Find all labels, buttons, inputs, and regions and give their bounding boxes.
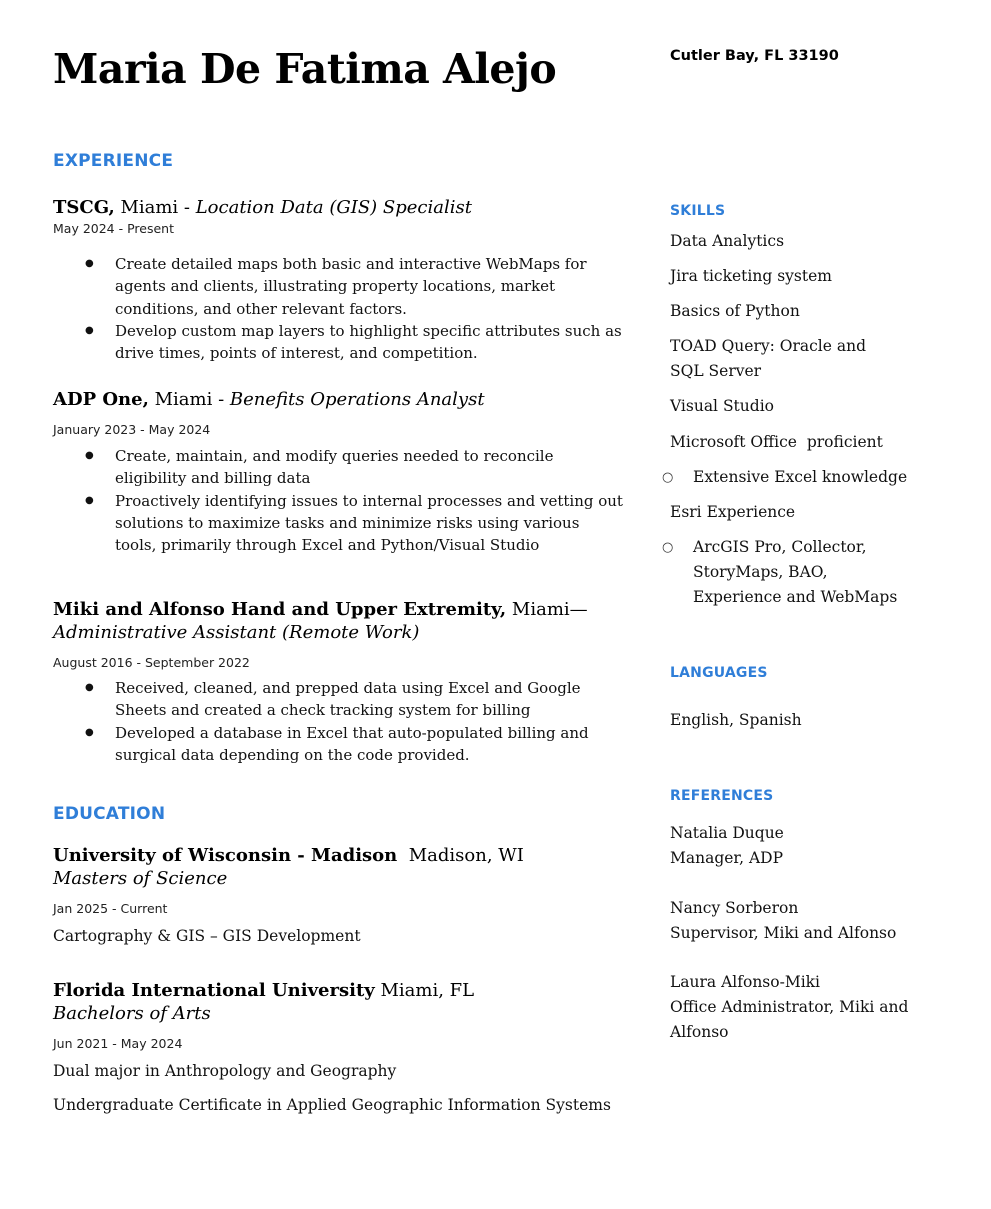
job-location: Miami - — [148, 389, 230, 410]
company-name: Miki and Alfonso Hand and Upper Extremity, — [53, 599, 507, 620]
skill-item: TOAD Query: Oracle and SQL Server — [670, 337, 867, 380]
references-heading: REFERENCES — [670, 788, 774, 804]
reference-name: Laura Alfonso-Miki — [670, 973, 820, 991]
reference-role: Office Administrator, Miki and Alfonso — [670, 998, 909, 1041]
reference-role: Supervisor, Miki and Alfonso — [670, 924, 897, 942]
subskill-label: ArcGIS Pro, Collector, StoryMaps, BAO, Experience and WebMaps — [693, 538, 898, 606]
job-heading — [53, 598, 613, 644]
subskill-label: Extensive Excel knowledge — [693, 468, 908, 486]
reference-name: Natalia Duque — [670, 824, 784, 842]
school-name: University of Wisconsin - Madison — [53, 845, 398, 866]
degree: Bachelors of Arts — [53, 1003, 211, 1024]
school-dates: Jun 2021 - May 2024 — [53, 1036, 183, 1051]
school-detail: Dual major in Anthropology and Geography — [53, 1062, 397, 1080]
skills-heading: SKILLS — [670, 203, 726, 219]
languages-heading: LANGUAGES — [670, 665, 768, 681]
bullet-item: ● Create, maintain, and modify queries needed to reconcile eligibility and billing data — [53, 445, 623, 490]
bullet-item: ● Proactively identifying issues to internal processes and vetting out solutions to maximize tasks and minimize risks using various tools, primarily through Excel and Python/Visual Studio — [53, 490, 623, 557]
job-role: Administrative Assistant (Remote Work) — [53, 622, 420, 643]
company-name: ADP One, — [53, 389, 149, 410]
degree: Masters of Science — [53, 868, 228, 889]
job-location: Miami - — [114, 197, 196, 218]
skill-item: Basics of Python — [670, 302, 800, 320]
reference-name: Nancy Sorberon — [670, 899, 799, 917]
job-bullets — [53, 445, 623, 556]
address: Cutler Bay, FL 33190 — [670, 48, 839, 64]
job-dates: August 2016 - September 2022 — [53, 655, 250, 670]
skill-item: Esri Experience — [670, 503, 796, 521]
job-heading — [53, 389, 485, 410]
hollow-bullet-icon: ○ — [662, 540, 674, 555]
subskill-item — [662, 535, 915, 610]
subskill-item — [662, 465, 915, 490]
job-dates: May 2024 - Present — [53, 221, 174, 236]
skill-item: Microsoft Office proficient — [670, 433, 883, 451]
school-heading — [53, 980, 474, 1001]
skill-item: Visual Studio — [670, 397, 774, 415]
company-name: TSCG, — [53, 197, 115, 218]
school-heading — [53, 845, 524, 866]
candidate-name: Maria De Fatima Alejo — [53, 45, 557, 93]
reference-entry — [670, 970, 910, 1045]
reference-entry — [670, 821, 915, 871]
bullet-item: ● Received, cleaned, and prepped data using Excel and Google Sheets and created a check tracking system for billing — [53, 677, 623, 722]
school-dates: Jan 2025 - Current — [53, 901, 168, 916]
skill-item: Data Analytics — [670, 232, 785, 250]
education-heading: EDUCATION — [53, 804, 166, 824]
skill-item: Jira ticketing system — [670, 267, 832, 285]
reference-entry — [670, 896, 915, 946]
bullet-item: ● Develop custom map layers to highlight specific attributes such as drive times, points of interest, and competition. — [53, 320, 623, 365]
languages-text: English, Spanish — [670, 711, 802, 729]
job-role: Benefits Operations Analyst — [229, 389, 485, 410]
school-detail: Cartography & GIS – GIS Development — [53, 927, 361, 945]
job-dates: January 2023 - May 2024 — [53, 422, 211, 437]
hollow-bullet-icon: ○ — [662, 470, 674, 485]
job-bullets — [53, 677, 623, 766]
bullet-item: ● Create detailed maps both basic and interactive WebMaps for agents and clients, illustrating property locations, market conditions, and other relevant factors. — [53, 253, 623, 320]
job-bullets — [53, 253, 623, 364]
bullet-item: ● Developed a database in Excel that auto-populated billing and surgical data depending on the code provided. — [53, 722, 623, 767]
job-role: Location Data (GIS) Specialist — [195, 197, 472, 218]
school-location: Madison, WI — [397, 845, 524, 866]
job-location: Miami— — [506, 599, 588, 620]
school-location: Miami, FL — [374, 980, 475, 1001]
experience-heading: EXPERIENCE — [53, 151, 174, 171]
job-heading — [53, 197, 472, 218]
school-name: Florida International University — [53, 980, 375, 1001]
school-detail: Undergraduate Certificate in Applied Geographic Information Systems — [53, 1096, 611, 1114]
reference-role: Manager, ADP — [670, 849, 784, 867]
